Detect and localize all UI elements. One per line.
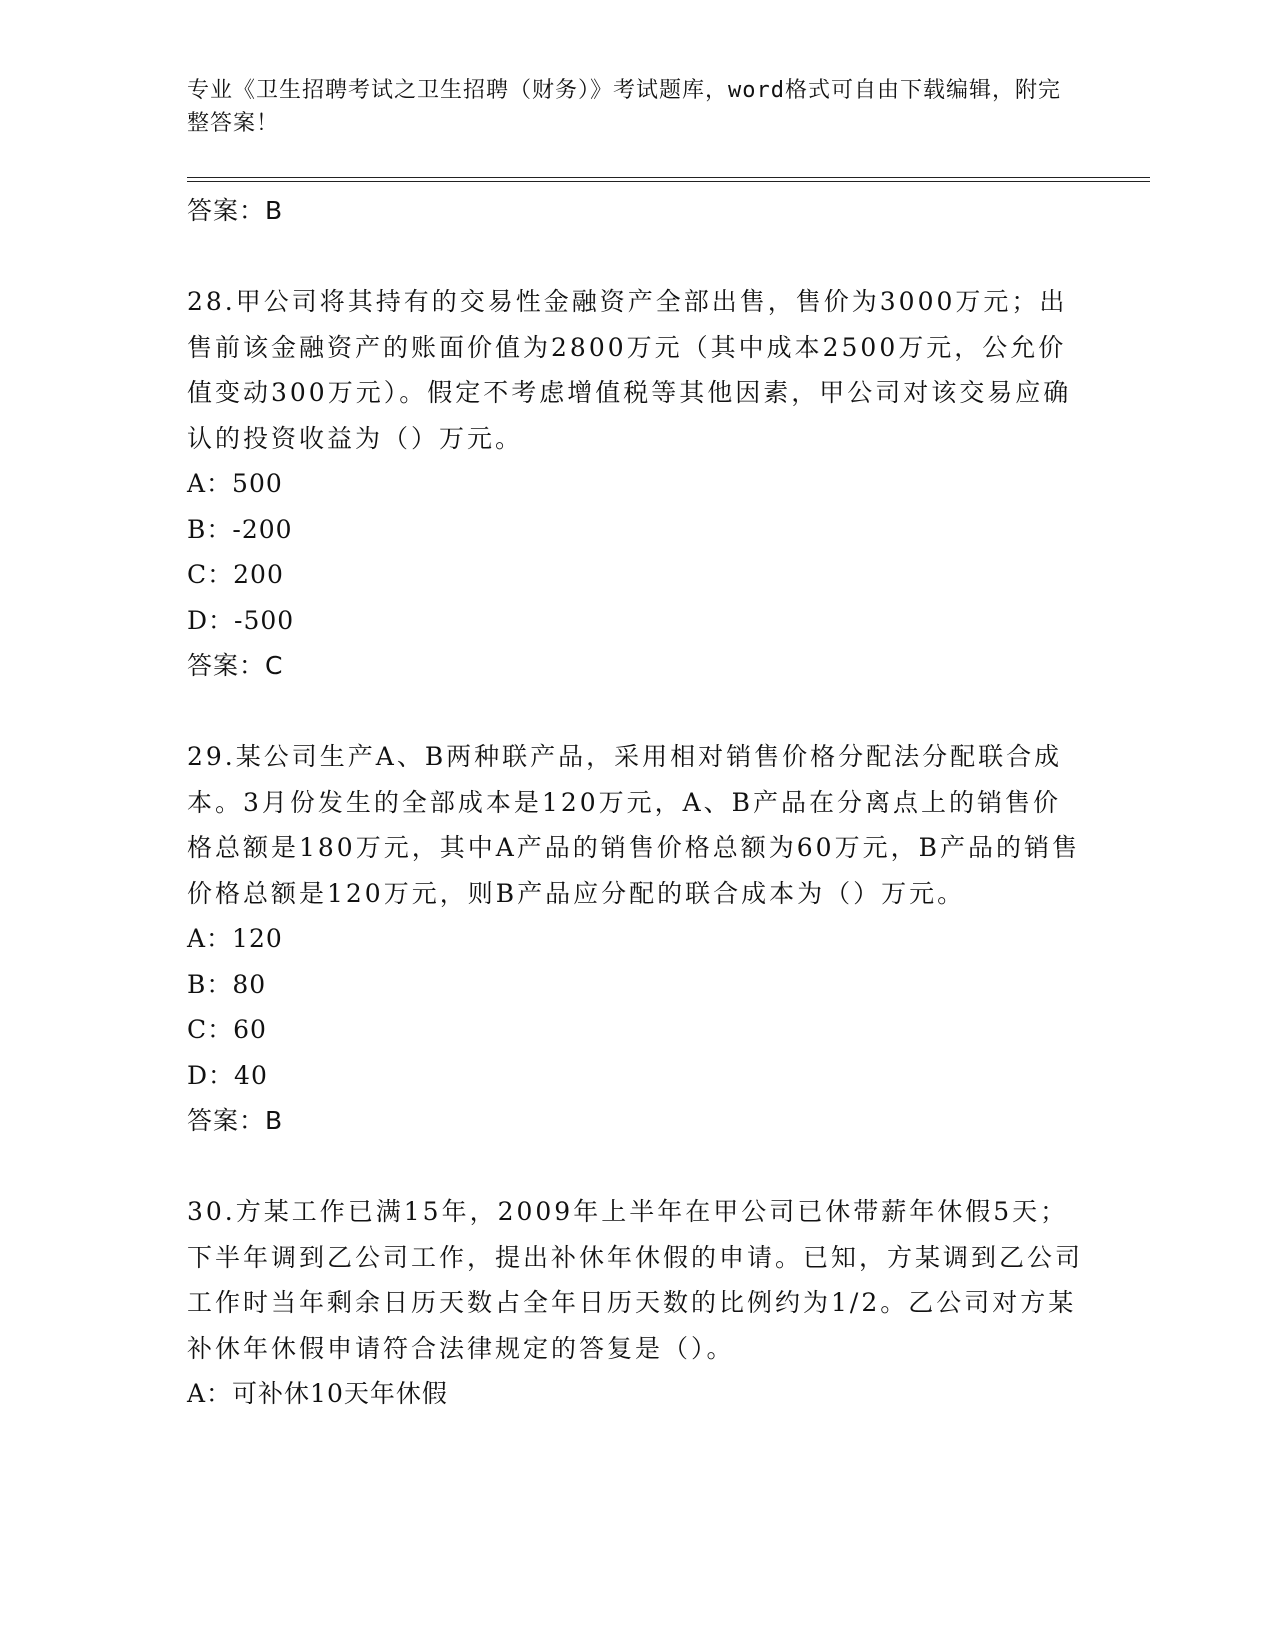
- answer-option: B：80: [187, 969, 267, 999]
- header-double-rule: [187, 177, 1150, 182]
- answer-option: B：-200: [187, 514, 293, 544]
- question-list: [187, 188, 1087, 1417]
- question-text: 29.某公司生产A、B两种联产品，采用相对销售价格分配法分配联合成本。3月份发生的全部成本是120万元，A、B产品在分离点上的销售价格总额是180万元，其中A产品的销售价格总额为60万元，B产品的销售价格总额是120万元，则B产品应分配的联合成本为（）万元。: [187, 742, 1080, 908]
- answer-option: D：-500: [187, 605, 295, 635]
- block-spacer: [187, 688, 1087, 734]
- answer-option: A：120: [187, 924, 283, 953]
- answer-line: 答案：C: [187, 651, 284, 680]
- block-spacer: [187, 1143, 1087, 1189]
- block-spacer: [187, 233, 1087, 279]
- answer-option: C：200: [187, 560, 284, 589]
- answer-option: D：40: [187, 1060, 268, 1090]
- question-text: 30.方某工作已满15年，2009年上半年在甲公司已休带薪年休假5天；下半年调到乙公司工作，提出补休年休假的申请。已知，方某调到乙公司工作时当年剩余日历天数占全年日历天数的比例约为1/2。乙公司对方某补休年休假申请符合法律规定的答复是（）。: [187, 1197, 1084, 1363]
- answer-line: 答案：B: [187, 1106, 284, 1135]
- answer-option: C：60: [187, 1015, 267, 1044]
- answer-option: A：500: [187, 469, 283, 498]
- page-header: 专业《卫生招聘考试之卫生招聘（财务）》考试题库，word格式可自由下载编辑，附完整答案！: [187, 78, 1061, 136]
- question-text: 28.甲公司将其持有的交易性金融资产全部出售，售价为3000万元；出售前该金融资产的账面价值为2800万元（其中成本2500万元，公允价值变动300万元）。假定不考虑增值税等其他因素，甲公司对该交易应确认的投资收益为（）万元。: [187, 287, 1072, 453]
- answer-option: A：可补休10天年休假: [187, 1379, 448, 1408]
- answer-line: 答案：B: [187, 196, 284, 225]
